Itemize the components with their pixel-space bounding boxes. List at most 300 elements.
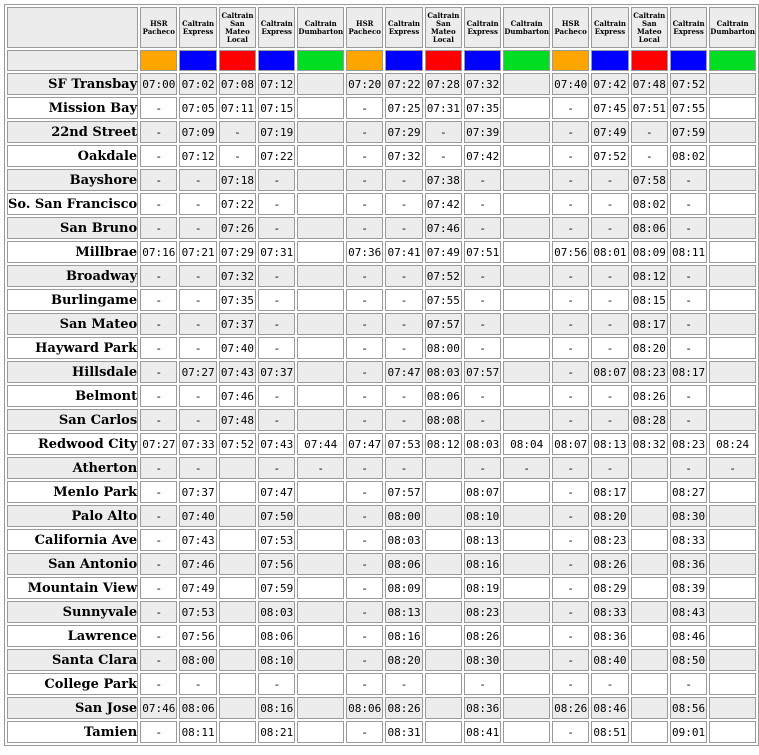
station-name: Mountain View [7,577,138,599]
departure-time-cell: 08:51 [591,721,628,743]
departure-time-cell: 08:06 [385,553,422,575]
departure-time-cell: - [258,193,295,215]
departure-time-cell: 07:02 [179,73,216,95]
departure-time-cell: - [140,169,177,191]
departure-time-cell: 07:43 [219,361,256,383]
departure-time-cell: 08:26 [552,697,589,719]
service-color-swatch [709,50,756,71]
departure-time-cell: - [140,289,177,311]
service-color-swatch [591,50,628,71]
departure-time-cell [297,673,344,695]
station-name: Santa Clara [7,649,138,671]
departure-time-cell [709,337,756,359]
departure-time-cell: - [670,337,707,359]
station-row [7,97,756,119]
departure-time-cell [709,529,756,551]
departure-time-cell: - [503,457,550,479]
departure-time-cell [709,553,756,575]
departure-time-cell: 07:52 [219,433,256,455]
departure-time-cell: 07:58 [631,169,668,191]
departure-time-cell: 08:10 [258,649,295,671]
departure-time-cell: - [591,217,628,239]
departure-time-cell: 07:41 [385,241,422,263]
departure-time-cell: - [346,265,383,287]
departure-time-cell: 07:55 [670,97,707,119]
departure-time-cell: 08:03 [425,361,462,383]
departure-time-cell: - [552,337,589,359]
departure-time-cell: - [346,337,383,359]
departure-time-cell: - [552,529,589,551]
departure-time-cell: 08:06 [179,697,216,719]
departure-time-cell: 07:21 [179,241,216,263]
departure-time-cell: 08:29 [591,577,628,599]
departure-time-cell [219,649,256,671]
departure-time-cell: - [346,481,383,503]
departure-time-cell [709,409,756,431]
departure-time-cell: 07:52 [425,265,462,287]
service-header: Caltrain Express [385,7,422,48]
departure-time-cell: 07:37 [258,361,295,383]
departure-time-cell: 08:13 [591,433,628,455]
departure-time-cell: 07:22 [258,145,295,167]
departure-time-cell [297,409,344,431]
departure-time-cell: - [346,169,383,191]
departure-time-cell: 08:07 [464,481,501,503]
departure-time-cell: - [464,409,501,431]
departure-time-cell: 07:46 [179,553,216,575]
departure-time-cell: - [631,121,668,143]
service-color-fill [347,51,382,70]
service-header: HSR Pacheco [346,7,383,48]
station-name: Atherton [7,457,138,479]
departure-time-cell: 08:06 [425,385,462,407]
departure-time-cell [631,553,668,575]
departure-time-cell: 08:11 [179,721,216,743]
departure-time-cell: 07:12 [179,145,216,167]
departure-time-cell: 07:46 [219,385,256,407]
departure-time-cell [503,73,550,95]
service-header: Caltrain Dumbarton [297,7,344,48]
departure-time-cell: 08:15 [631,289,668,311]
station-name: San Jose [7,697,138,719]
departure-time-cell [503,505,550,527]
departure-time-cell: - [140,385,177,407]
departure-time-cell [297,193,344,215]
departure-time-cell: 08:07 [591,361,628,383]
departure-time-cell: - [179,193,216,215]
departure-time-cell: 07:22 [385,73,422,95]
departure-time-cell: - [464,385,501,407]
departure-time-cell [219,721,256,743]
departure-time-cell: 08:20 [385,649,422,671]
departure-time-cell: - [346,601,383,623]
service-header: Caltrain San Mateo Local [425,7,462,48]
station-name: Mission Bay [7,97,138,119]
departure-time-cell: - [258,265,295,287]
service-color-fill [386,51,421,70]
departure-time-cell: 07:08 [219,73,256,95]
departure-time-cell: 07:42 [591,73,628,95]
departure-time-cell: - [346,577,383,599]
service-color-swatch [346,50,383,71]
departure-time-cell [503,481,550,503]
departure-time-cell: - [670,289,707,311]
station-row [7,169,756,191]
departure-time-cell: - [346,457,383,479]
departure-time-cell: 07:25 [385,97,422,119]
departure-time-cell: 08:28 [631,409,668,431]
departure-time-cell [425,481,462,503]
station-name: SF Transbay [7,73,138,95]
departure-time-cell: - [140,481,177,503]
departure-time-cell [503,577,550,599]
departure-time-cell: - [670,313,707,335]
departure-time-cell: 08:11 [670,241,707,263]
departure-time-cell [709,217,756,239]
departure-time-cell [631,721,668,743]
departure-time-cell: 09:01 [670,721,707,743]
station-name: Millbrae [7,241,138,263]
service-color-swatch [425,50,462,71]
departure-time-cell: - [346,289,383,311]
departure-time-cell: 08:07 [552,433,589,455]
departure-time-cell: - [385,409,422,431]
departure-time-cell [503,553,550,575]
departure-time-cell [631,673,668,695]
departure-time-cell: - [140,313,177,335]
departure-time-cell: 08:02 [670,145,707,167]
departure-time-cell: 07:55 [425,289,462,311]
departure-time-cell: - [385,193,422,215]
service-color-fill [592,51,627,70]
departure-time-cell: - [219,145,256,167]
departure-time-cell: - [552,169,589,191]
departure-time-cell [425,457,462,479]
departure-time-cell [709,313,756,335]
departure-time-cell: - [297,457,344,479]
departure-time-cell [709,97,756,119]
station-row [7,217,756,239]
departure-time-cell [297,601,344,623]
departure-time-cell: 08:06 [346,697,383,719]
service-header: Caltrain Express [179,7,216,48]
departure-time-cell [297,481,344,503]
departure-time-cell: - [385,265,422,287]
departure-time-cell: 07:27 [179,361,216,383]
departure-time-cell: - [140,145,177,167]
service-color-fill [504,51,549,70]
departure-time-cell: 07:29 [385,121,422,143]
departure-time-cell: 08:00 [385,505,422,527]
departure-time-cell: - [552,409,589,431]
departure-time-cell: 08:33 [670,529,707,551]
departure-time-cell: - [346,673,383,695]
station-row [7,241,756,263]
departure-time-cell: 07:27 [140,433,177,455]
departure-time-cell: 07:48 [631,73,668,95]
departure-time-cell [503,97,550,119]
departure-time-cell [503,313,550,335]
departure-time-cell: - [258,457,295,479]
departure-time-cell: 07:56 [179,625,216,647]
departure-time-cell: 07:33 [179,433,216,455]
station-row [7,457,756,479]
service-color-swatch [179,50,216,71]
departure-time-cell: 07:46 [140,697,177,719]
departure-time-cell [503,289,550,311]
departure-time-cell: 08:20 [631,337,668,359]
station-name: So. San Francisco [7,193,138,215]
service-color-fill [632,51,667,70]
departure-time-cell: - [385,289,422,311]
departure-time-cell: 07:50 [258,505,295,527]
departure-time-cell [631,601,668,623]
departure-time-cell [297,697,344,719]
departure-time-cell: 08:10 [464,505,501,527]
departure-time-cell: 08:12 [425,433,462,455]
service-color-swatch [670,50,707,71]
departure-time-cell: - [670,673,707,695]
departure-time-cell: 07:46 [425,217,462,239]
departure-time-cell [631,625,668,647]
departure-time-cell: - [425,145,462,167]
departure-time-cell: 07:37 [179,481,216,503]
departure-time-cell: - [140,625,177,647]
departure-time-cell: 08:24 [709,433,756,455]
departure-time-cell: - [179,289,216,311]
departure-time-cell: - [258,673,295,695]
departure-time-cell [297,625,344,647]
departure-time-cell: 07:00 [140,73,177,95]
departure-time-cell: 07:09 [179,121,216,143]
station-row [7,721,756,743]
departure-time-cell [709,697,756,719]
departure-time-cell: 07:28 [425,73,462,95]
station-row [7,289,756,311]
station-name: San Bruno [7,217,138,239]
departure-time-cell: - [385,457,422,479]
departure-time-cell [709,601,756,623]
departure-time-cell [297,361,344,383]
departure-time-cell: 07:47 [258,481,295,503]
service-color-fill [220,51,255,70]
departure-time-cell: 07:36 [346,241,383,263]
departure-time-cell [503,265,550,287]
departure-time-cell: 07:56 [552,241,589,263]
departure-time-cell: - [140,721,177,743]
departure-time-cell: 08:36 [670,553,707,575]
departure-time-cell: - [179,337,216,359]
departure-time-cell [425,625,462,647]
departure-time-cell: - [591,457,628,479]
departure-time-cell: 08:09 [385,577,422,599]
service-color-swatch [140,50,177,71]
departure-time-cell: 07:44 [297,433,344,455]
departure-time-cell: - [258,313,295,335]
departure-time-cell: - [552,265,589,287]
service-header: Caltrain San Mateo Local [631,7,668,48]
departure-time-cell: - [346,217,383,239]
station-row [7,481,756,503]
departure-time-cell: 08:00 [179,649,216,671]
departure-time-cell: 08:50 [670,649,707,671]
departure-time-cell [709,361,756,383]
departure-time-cell: 07:40 [552,73,589,95]
departure-time-cell: 08:00 [425,337,462,359]
departure-time-cell: - [346,625,383,647]
departure-time-cell: - [464,217,501,239]
departure-time-cell [297,145,344,167]
departure-time-cell: - [346,361,383,383]
departure-time-cell: - [464,169,501,191]
departure-time-cell: - [346,409,383,431]
departure-time-cell: - [552,217,589,239]
departure-time-cell: - [591,337,628,359]
departure-time-cell: - [179,457,216,479]
service-color-swatch [219,50,256,71]
departure-time-cell: - [258,409,295,431]
service-color-swatch [631,50,668,71]
station-row [7,409,756,431]
departure-time-cell: 07:39 [464,121,501,143]
departure-time-cell: 07:45 [591,97,628,119]
departure-time-cell: - [670,169,707,191]
departure-time-cell: - [140,529,177,551]
departure-time-cell: - [140,361,177,383]
station-name: San Mateo [7,313,138,335]
departure-time-cell: 08:17 [670,361,707,383]
station-row [7,529,756,551]
departure-time-cell: - [552,721,589,743]
departure-time-cell: 07:56 [258,553,295,575]
departure-time-cell: 07:29 [219,241,256,263]
departure-time-cell: - [670,217,707,239]
departure-time-cell [425,697,462,719]
station-row [7,73,756,95]
station-name: Sunnyvale [7,601,138,623]
departure-time-cell: 08:03 [464,433,501,455]
station-name: Burlingame [7,289,138,311]
departure-time-cell: 07:52 [591,145,628,167]
departure-time-cell: - [346,121,383,143]
departure-time-cell: 08:13 [385,601,422,623]
departure-time-cell [219,505,256,527]
service-header: Caltrain San Mateo Local [219,7,256,48]
departure-time-cell: - [346,97,383,119]
station-row [7,385,756,407]
departure-time-cell [425,673,462,695]
departure-time-cell [425,649,462,671]
service-color-swatch [258,50,295,71]
departure-time-cell: - [464,457,501,479]
departure-time-cell: - [140,673,177,695]
departure-time-cell: - [552,625,589,647]
departure-time-cell: - [140,337,177,359]
departure-time-cell: - [552,673,589,695]
departure-time-cell [503,529,550,551]
departure-time-cell: - [552,577,589,599]
departure-time-cell [709,721,756,743]
departure-time-cell: 07:57 [425,313,462,335]
departure-time-cell [297,721,344,743]
departure-time-cell: - [631,145,668,167]
service-color-fill [180,51,215,70]
departure-time-cell: 07:19 [258,121,295,143]
departure-time-cell: 08:30 [464,649,501,671]
departure-time-cell: 07:49 [591,121,628,143]
departure-time-cell [297,241,344,263]
departure-time-cell: - [670,457,707,479]
departure-time-cell: - [346,385,383,407]
departure-time-cell: 08:17 [631,313,668,335]
departure-time-cell: - [346,529,383,551]
departure-time-cell: - [670,409,707,431]
departure-time-cell: 07:31 [425,97,462,119]
departure-time-cell [297,649,344,671]
departure-time-cell: - [385,337,422,359]
departure-time-cell [503,145,550,167]
departure-time-cell: 07:49 [425,241,462,263]
station-row [7,577,756,599]
departure-time-cell: - [346,649,383,671]
departure-time-cell: 08:43 [670,601,707,623]
departure-time-cell: 08:26 [385,697,422,719]
departure-time-cell: - [179,217,216,239]
departure-time-cell: 07:16 [140,241,177,263]
departure-time-cell: 08:26 [631,385,668,407]
departure-time-cell: - [258,217,295,239]
departure-time-cell: 07:51 [464,241,501,263]
departure-time-cell: - [179,385,216,407]
departure-time-cell: - [591,313,628,335]
station-row [7,145,756,167]
departure-time-cell: 07:35 [219,289,256,311]
departure-time-cell [297,217,344,239]
departure-time-cell: 07:42 [425,193,462,215]
departure-time-cell: 08:17 [591,481,628,503]
departure-time-cell: 08:40 [591,649,628,671]
departure-time-cell [219,625,256,647]
departure-time-cell: 07:43 [258,433,295,455]
departure-time-cell [297,553,344,575]
service-color-swatch [385,50,422,71]
departure-time-cell: 08:27 [670,481,707,503]
station-name: Broadway [7,265,138,287]
departure-time-cell: - [179,265,216,287]
departure-time-cell [297,265,344,287]
departure-time-cell [709,625,756,647]
departure-time-cell: 08:31 [385,721,422,743]
station-row [7,697,756,719]
departure-time-cell [219,529,256,551]
departure-time-cell [503,601,550,623]
departure-time-cell [503,409,550,431]
station-row [7,649,756,671]
departure-time-cell [297,577,344,599]
departure-time-cell: - [552,649,589,671]
departure-time-cell [297,121,344,143]
departure-time-cell: 07:32 [219,265,256,287]
departure-time-cell [297,313,344,335]
departure-time-cell [631,697,668,719]
departure-time-cell: 08:23 [631,361,668,383]
departure-time-cell: - [346,193,383,215]
departure-time-cell [219,577,256,599]
departure-time-cell: - [591,385,628,407]
departure-time-cell [709,241,756,263]
departure-time-cell: - [140,553,177,575]
service-color-fill [259,51,294,70]
